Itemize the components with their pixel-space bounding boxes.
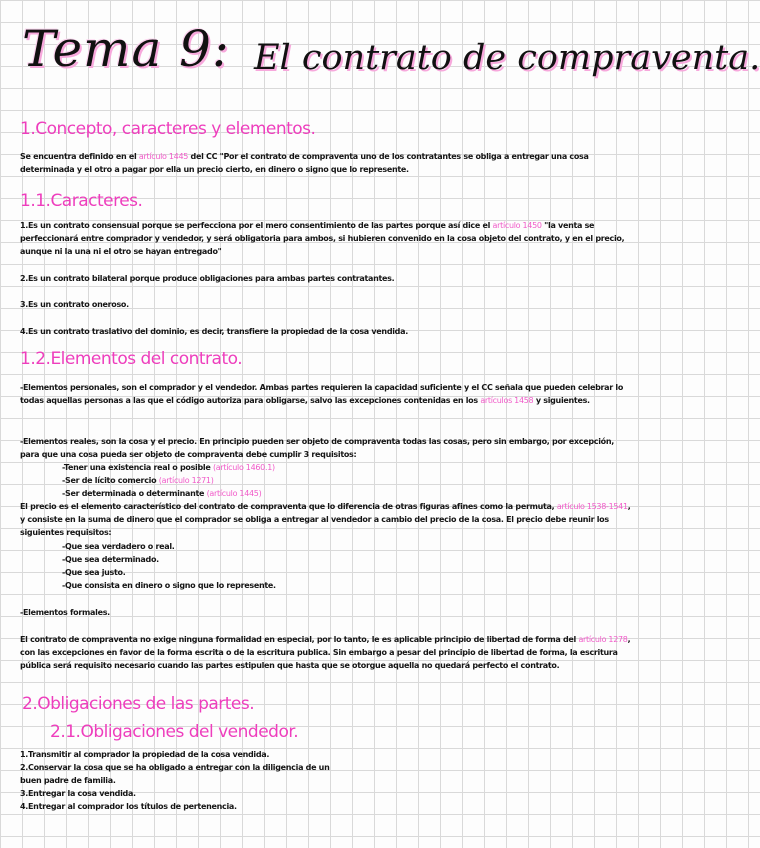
page-title	[22, 14, 760, 94]
text: 1.Es un contrato consensual porque se perfecciona por el mero consentimiento de las partes porque así dice el	[20, 221, 493, 230]
heading-concepto: 1.Concepto, caracteres y elementos.	[20, 119, 316, 139]
elementos-formales: -Elementos formales.	[20, 608, 110, 617]
list-item: -Que sea verdadero o real.	[62, 542, 175, 551]
text: "la venta se perfeccionará entre comprador y vendedor, y será obligatoria para ambos, si hubieren convenido en la cosa objeto del contrato, y en el precio, aunque ni la una ni el otro se hayan entregado"	[20, 221, 625, 256]
list-item	[62, 474, 632, 487]
title-topic: Tema 9:	[22, 20, 230, 78]
paragraph-definition	[20, 150, 632, 176]
list-item	[62, 461, 632, 474]
article-ref: (artículo 1445)	[206, 489, 262, 498]
list-item: 3.Entregar la cosa vendida.	[20, 789, 136, 798]
text: -Ser determinada o determinante	[62, 489, 207, 498]
requisitos-precio	[20, 540, 632, 592]
elementos-personales	[20, 381, 632, 407]
article-ref: artículo 1445	[138, 152, 189, 161]
heading-elementos: 1.2.Elementos del contrato.	[20, 349, 243, 369]
article-ref: artículos 1458	[480, 396, 534, 405]
text: , y consiste en la suma de dinero que el comprador se obliga a entregar al vendedor a cambio del precio de la cosa. El precio debe reunir los siguientes requisitos:	[20, 502, 631, 537]
article-ref: (artículo 1460.1)	[212, 463, 275, 472]
text: , con las excepciones en favor de la forma escrita o de la escritura publica. Sin embargo a pesar del principio de libertad de forma, la escritura pública será requisito necesario cuando las partes estipulen que hasta que se otorgue aquella no quedará perfecto el contrato.	[20, 635, 631, 670]
heading-obligaciones: 2.Obligaciones de las partes.	[22, 694, 255, 714]
article-ref: artículo 1278	[578, 635, 628, 644]
text: -Ser de lícito comercio	[62, 476, 159, 485]
caracter-3: 3.Es un contrato oneroso.	[20, 300, 129, 309]
text: El precio es el elemento característico del contrato de compraventa que lo diferencia de otras figuras afines como la permuta,	[20, 502, 557, 511]
text: y siguientes.	[533, 396, 590, 405]
title-subject: El contrato de compraventa.	[254, 38, 760, 78]
text: El contrato de compraventa no exige ninguna formalidad en especial, por lo tanto, le es aplicable principio de libertad de forma del	[20, 635, 579, 644]
list-item: -Que sea justo.	[62, 568, 126, 577]
obligaciones-list	[20, 748, 332, 813]
caracter-4: 4.Es un contrato traslativo del dominio, es decir, transfiere la propiedad de la cosa vendida.	[20, 327, 408, 336]
elementos-reales: -Elementos reales, son la cosa y el precio. En principio pueden ser objeto de compraventa todas las cosas, pero sin embargo, por excepción, para que una cosa pueda ser objeto de compraventa debe cumplir 3 requisitos:	[20, 437, 614, 459]
heading-obligaciones-vendedor: 2.1.Obligaciones del vendedor.	[50, 722, 299, 742]
heading-caracteres: 1.1.Caracteres.	[20, 191, 143, 211]
article-ref: artículo 1538-1541	[556, 502, 628, 511]
list-item: 4.Entregar al comprador los títulos de pertenencia.	[20, 802, 237, 811]
caracter-1	[20, 219, 632, 258]
precio-paragraph	[20, 500, 632, 539]
list-item: 2.Conservar la cosa que se ha obligado a entregar con la diligencia de un buen padre de familia.	[20, 763, 330, 785]
list-item	[62, 487, 632, 500]
article-ref: artículo 1450	[492, 221, 542, 230]
caracter-2: 2.Es un contrato bilateral porque produce obligaciones para ambas partes contratantes.	[20, 274, 395, 283]
list-item: -Que consista en dinero o signo que lo represente.	[62, 581, 276, 590]
forma-paragraph	[20, 633, 632, 672]
text: del CC "Por el contrato de compraventa uno de los contratantes se obliga a entregar una cosa determinada y el otro a pagar por ella un precio cierto, en dinero o signo que lo represente.	[20, 152, 589, 174]
text: Se encuentra definido en el	[20, 152, 139, 161]
text: -Elementos personales, son el comprador y el vendedor. Ambas partes requieren la capacidad suficiente y el CC señala que pueden celebrar lo todas aquellas personas a las que el código autoriza para obligarse, salvo las excepciones contenidas en los	[20, 383, 624, 405]
article-ref: (artículo 1271)	[158, 476, 214, 485]
list-item: 1.Transmitir al comprador la propiedad de la cosa vendida.	[20, 750, 270, 759]
text: -Tener una existencia real o posible	[62, 463, 213, 472]
list-item: -Que sea determinado.	[62, 555, 159, 564]
requisitos-cosa	[20, 461, 632, 500]
